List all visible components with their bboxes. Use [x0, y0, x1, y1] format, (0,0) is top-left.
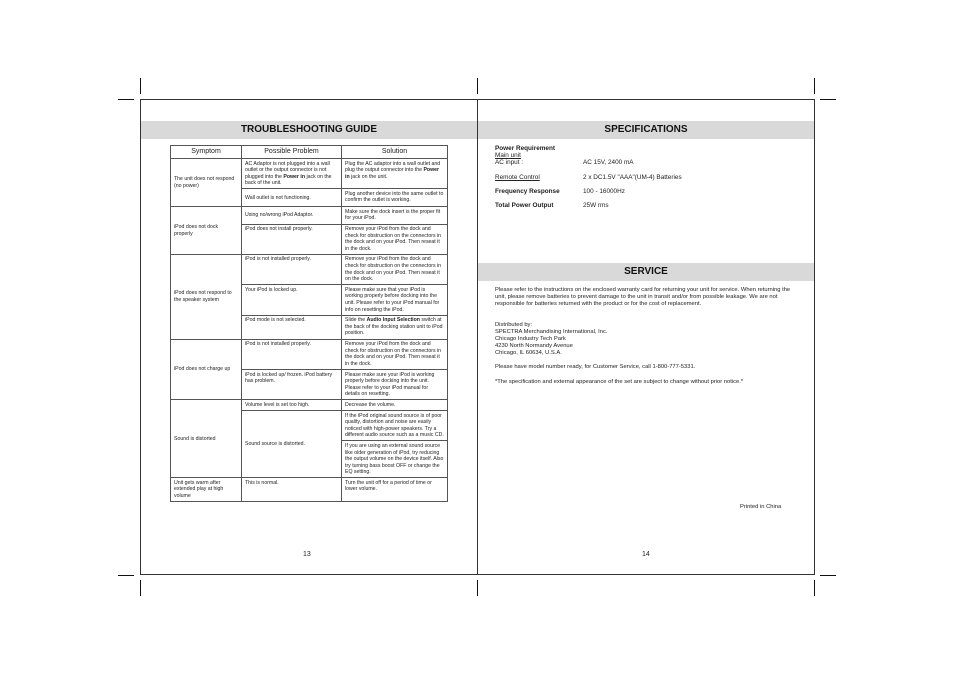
problem-cell: Using no/wrong iPod Adaptor.: [242, 207, 342, 224]
power-requirement-label: Power Requirement: [495, 145, 556, 152]
frequency-response-value: 100 - 16000Hz: [583, 188, 625, 195]
solution-cell: Remove your iPod from the dock and check for obstruction on the connectors in the dock and on your iPod. Then reseat it in the dock.: [342, 339, 448, 369]
ac-input-value: AC 15V, 2400 mA: [583, 159, 634, 166]
problem-cell: iPod is locked up/ frozen. iPod battery has problem.: [242, 370, 342, 400]
ac-input-label: AC input :: [495, 159, 524, 166]
problem-cell: iPod is not installed properly.: [242, 339, 342, 369]
solution-cell: Remove your iPod from the dock and check for obstruction on the connectors in the dock and on your iPod. Then reseat it on the dock.: [342, 254, 448, 284]
solution-cell: Plug the AC adaptor into a wall outlet and plug the output connector into the Power in jack on the unit.: [342, 159, 448, 189]
crop-mark: [814, 580, 815, 596]
problem-cell: Wall outlet is not functioning.: [242, 189, 342, 207]
problem-cell: Sound source is distorted.: [242, 411, 342, 478]
solution-cell: Turn the unit off for a period of time or lower volume.: [342, 478, 448, 502]
problem-cell: iPod is not installed properly.: [242, 254, 342, 284]
crop-mark: [140, 580, 141, 596]
symptom-cell: Unit gets warm after extended play at high volume: [171, 478, 242, 502]
page-divider: [477, 99, 478, 575]
symptom-cell: Sound is distorted: [171, 400, 242, 478]
total-power-output-value: 25W rms: [583, 202, 609, 209]
problem-cell: iPod does not install properly.: [242, 224, 342, 254]
symptom-cell: iPod does not dock properly: [171, 207, 242, 255]
crop-mark: [118, 575, 134, 576]
crop-mark: [820, 99, 836, 100]
total-power-output-label: Total Power Output: [495, 202, 554, 209]
frequency-response-label: Frequency Response: [495, 188, 560, 195]
solution-cell: Slide the Audio Input Selection switch at the back of the docking station unit to iPod position.: [342, 315, 448, 339]
solution-cell: Please make sure that your iPod is working properly before docking into the unit. Please refer to your iPod manual for info on resetting the iPod.: [342, 285, 448, 315]
problem-cell: This is normal.: [242, 478, 342, 502]
problem-cell: iPod mode is not selected.: [242, 315, 342, 339]
solution-cell: Remove your iPod from the dock and check for obstruction on the connectors in the dock and on your iPod. Then reseat it in the dock.: [342, 224, 448, 254]
troubleshooting-table: [170, 145, 448, 502]
distributor-address-line: Chicago, IL 60634, U.S.A.: [495, 350, 562, 356]
crop-mark: [477, 78, 478, 94]
table-row: [171, 207, 448, 224]
table-row: [171, 159, 448, 189]
problem-cell: Volume level is set too high.: [242, 400, 342, 411]
page-number: 14: [642, 551, 650, 558]
solution-cell: Plug another device into the same outlet to confirm the outlet is working.: [342, 189, 448, 207]
page-number: 13: [303, 551, 311, 558]
main-unit-label: Main unit: [495, 152, 521, 159]
table-row: [171, 478, 448, 502]
table-row: [171, 254, 448, 284]
distributor-block: [495, 322, 795, 357]
crop-mark: [814, 78, 815, 94]
crop-mark: [140, 78, 141, 94]
problem-cell: AC Adaptor is not plugged into a wall outlet or the output connector is not plugged into the Power in jack on the back of the unit.: [242, 159, 342, 189]
table-header-row: [171, 146, 448, 159]
solution-cell: Decrease the volume.: [342, 400, 448, 411]
table-row: [171, 400, 448, 411]
remote-control-value: 2 x DC1.5V "AAA"(UM-4) Batteries: [583, 174, 682, 181]
remote-control-label: Remote Control: [495, 174, 540, 181]
service-text: Please refer to the instructions on the enclosed warranty card for returning your unit for service. When returning the unit, please remove batteries to prevent damage to the unit in transit and/or from possible leakage. We are not responsible for batteries returned with the product or for the cost of replacement.: [495, 287, 791, 307]
crop-mark: [820, 575, 836, 576]
distributor-address-line: 4230 North Normandy Avenue: [495, 343, 573, 349]
solution-cell: If the iPod original sound source is of poor quality, distortion and noise are easily noticed with high-power speakers. Try a different audio source such as a music CD.: [342, 411, 448, 441]
customer-service-text: Please have model number ready, for Customer Service, call 1-800-777-5331.: [495, 364, 696, 370]
service-heading: SERVICE: [478, 263, 814, 281]
column-header: Symptom: [171, 146, 242, 159]
table-row: [171, 339, 448, 369]
symptom-cell: iPod does not charge up: [171, 339, 242, 400]
solution-cell: Please make sure your iPod is working properly before docking into the unit. Please refer to your iPod manual for details on resetting.: [342, 370, 448, 400]
symptom-cell: iPod does not respond to the speaker system: [171, 254, 242, 339]
distributor-name: SPECTRA Merchandising International, Inc.: [495, 329, 608, 335]
column-header: Solution: [342, 146, 448, 159]
crop-mark: [477, 580, 478, 596]
column-header: Possible Problem: [242, 146, 342, 159]
crop-mark: [118, 99, 134, 100]
solution-cell: Make sure the dock insert is the proper fit for your iPod.: [342, 207, 448, 224]
distributor-label: Distributed by:: [495, 322, 533, 328]
distributor-address-line: Chicago Industry Tech Park: [495, 336, 566, 342]
symptom-cell: The unit does not respond (no power): [171, 159, 242, 207]
specifications-heading: SPECIFICATIONS: [478, 121, 814, 139]
printed-in-label: Printed in China: [740, 504, 782, 510]
disclaimer-text: *The specification and external appearance of the set are subject to change without prior notice.*: [495, 379, 744, 385]
solution-cell: If you are using an external sound source like older generation of iPod, try reducing the output volume on the device itself. Also try turning bass boost OFF or change the EQ setting.: [342, 441, 448, 478]
troubleshooting-heading: TROUBLESHOOTING GUIDE: [141, 121, 477, 139]
problem-cell: Your iPod is locked up.: [242, 285, 342, 315]
